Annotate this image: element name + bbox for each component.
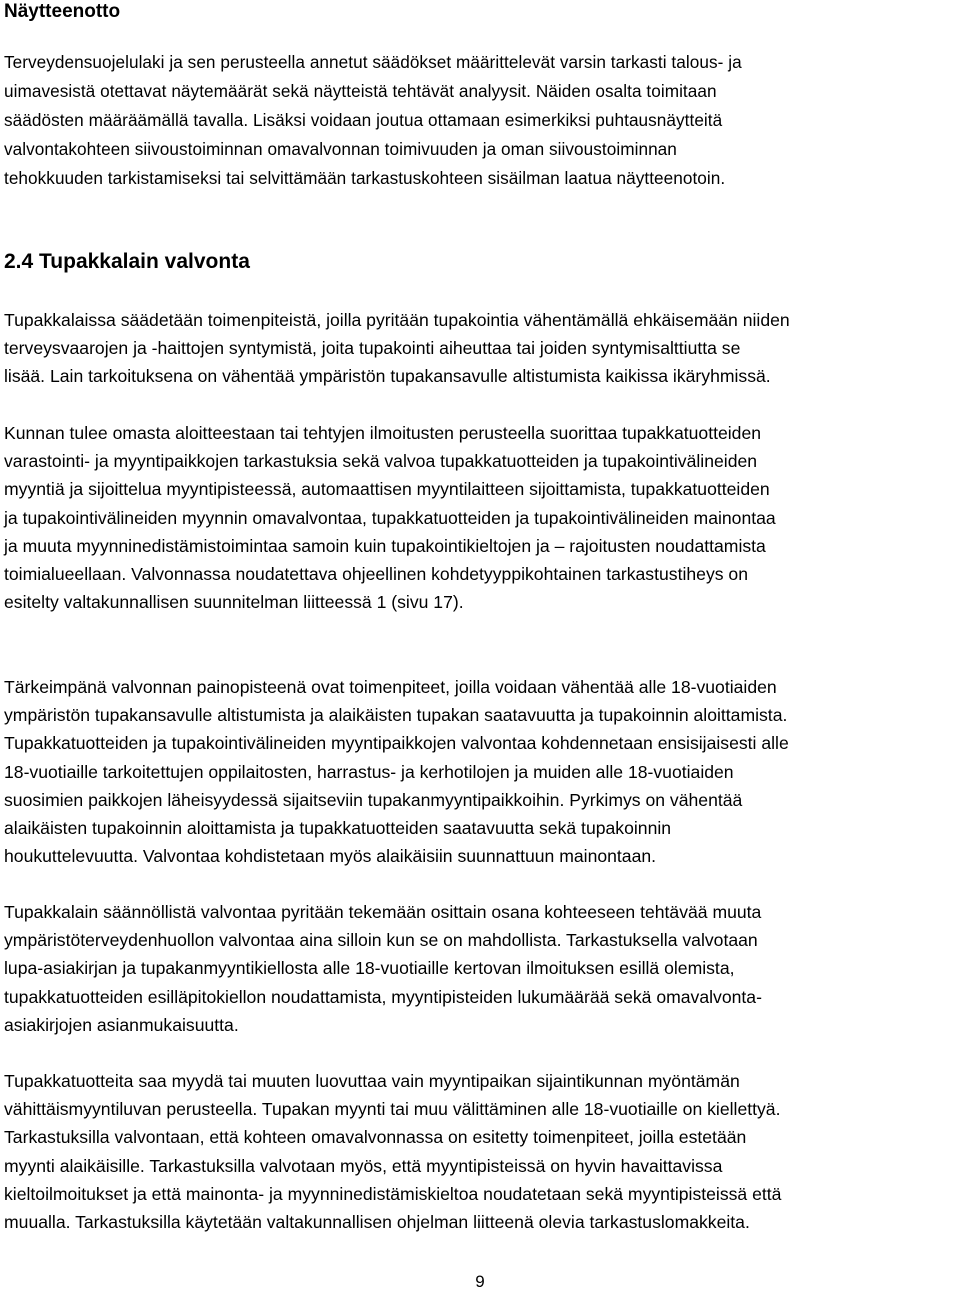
text-line: myyntiä ja sijoittelua myyntipisteessä, automaattisen myyntilaitteen sijoittamista, tupakkatuotteiden	[4, 479, 770, 500]
text-line: terveysvaarojen ja -haittojen syntymistä, joita tupakointi aiheuttaa tai joiden syntymisalttiutta se	[4, 338, 741, 359]
text-line: asiakirjojen asianmukaisuutta.	[4, 1014, 239, 1035]
text-line: Tarkastuksilla valvontaan, että kohteen omavalvonnassa on esitetty toimenpiteet, joilla estetään	[4, 1127, 747, 1148]
text-line: tehokkuuden tarkistamiseksi tai selvittämään tarkastuskohteen sisäilman laatua näytteenotoin.	[4, 168, 726, 188]
text-line: Kunnan tulee omasta aloitteestaan tai tehtyjen ilmoitusten perusteella suorittaa tupakkatuotteiden	[4, 423, 762, 443]
text-line: myynti alaikäisille. Tarkastuksilla valvotaan myös, että myyntipisteissä on hyvin havaittavissa	[4, 1155, 723, 1176]
text-line: vähittäismyyntiluvan perusteella. Tupakan myynti tai muu välittäminen alle 18-vuotiaille on kiellettyä.	[4, 1099, 781, 1120]
paragraph-myyntilupa	[4, 1067, 958, 1236]
text-line: lisää. Lain tarkoituksena on vähentää ympäristön tupakansavulle altistumista kaikissa ikäryhmissä.	[4, 366, 771, 387]
text-line: Tärkeimpänä valvonnan painopisteenä ovat toimenpiteet, joilla voidaan vähentää alle 18-vuotiaiden	[4, 677, 777, 697]
text-line: lupa-asiakirjan ja tupakanmyyntikiellosta alle 18-vuotiaille kertovan ilmoituksen esillä olemista,	[4, 958, 735, 979]
paragraph-painopisteet	[4, 673, 958, 870]
text-line: esitelty valtakunnallisen suunnitelman liitteessä 1 (sivu 17).	[4, 592, 464, 613]
text-line: Tupakkalaissa säädetään toimenpiteistä, joilla pyritään tupakointia vähentämällä ehkäisemään niiden	[4, 310, 790, 330]
text-line: ympäristöterveydenhuollon valvontaa aina silloin kun se on mahdollista. Tarkastuksella valvotaan	[4, 930, 758, 951]
text-line: ja muuta myynninedistämistoimintaa samoin kuin tupakointikieltojen ja – rajoitusten noudattamista	[4, 535, 766, 556]
paragraph-kunnan-tehtavat	[4, 419, 958, 616]
text-line: varastointi- ja myyntipaikkojen tarkastuksia sekä valvoa tupakkatuotteiden ja tupakointivälineiden	[4, 451, 758, 472]
text-line: toimialueellaan. Valvonnassa noudatettava ohjeellinen kohdetyyppikohtainen tarkastustiheys on	[4, 564, 748, 585]
text-line: valvontakohteen siivoustoiminnan omavalvonnan toimivuuden ja oman siivoustoiminnan	[4, 139, 677, 159]
text-line: ja tupakointivälineiden myynnin omavalvontaa, tupakkatuotteiden ja tupakointivälineiden mainontaa	[4, 507, 776, 528]
text-line: alaikäisten tupakoinnin aloittamista ja tupakkatuotteiden saatavuutta sekä tupakoinnin	[4, 818, 672, 839]
heading-naytteenotto: Näytteenotto	[4, 1, 121, 22]
text-line: tupakkatuotteiden esilläpitokiellon noudattamista, myyntipisteiden lukumäärää sekä omavalvonta-	[4, 986, 762, 1007]
paragraph-saannollinen-valvonta	[4, 898, 958, 1039]
text-line: uimavesistä otettavat näytemäärät sekä näytteistä tehtävät analyysit. Näiden osalta toimitaan	[4, 81, 717, 101]
text-line: 18-vuotiaille tarkoitettujen oppilaitosten, harrastus- ja kerhotilojen ja muiden alle 18-vuotiaiden	[4, 761, 734, 782]
page-number: 9	[475, 1272, 485, 1291]
text-line: Tupakkatuotteiden ja tupakointivälineiden myyntipaikkojen valvontaa kohdennetaan ensisijaisesti alle	[4, 733, 789, 754]
paragraph-tupakkalaki-intro	[4, 306, 958, 391]
paragraph-naytteenotto	[4, 48, 958, 193]
text-line: muualla. Tarkastuksilla käytetään valtakunnallisen ohjelman liitteenä olevia tarkastuslomakkeita.	[4, 1212, 750, 1233]
text-line: suosimien paikkojen läheisyydessä sijaitseviin tupakanmyyntipaikkoihin. Pyrkimys on vähentää	[4, 789, 743, 810]
text-line: säädösten määräämällä tavalla. Lisäksi voidaan joutua ottamaan esimerkiksi puhtausnäytteitä	[4, 110, 723, 130]
text-line: Tupakkalain säännöllistä valvontaa pyritään tekemään osittain osana kohteeseen tehtävää muuta	[4, 902, 762, 922]
text-line: kieltoilmoitukset ja että mainonta- ja myynninedistämiskieltoa noudatetaan sekä myyntipisteissä että	[4, 1183, 782, 1204]
text-line: houkuttelevuutta. Valvontaa kohdistetaan myös alaikäisiin suunnattuun mainontaan.	[4, 846, 657, 867]
text-line: Terveydensuojelulaki ja sen perusteella annetut säädökset määrittelevät varsin tarkasti talous- ja	[4, 52, 742, 72]
text-line: Tupakkatuotteita saa myydä tai muuten luovuttaa vain myyntipaikan sijaintikunnan myöntämän	[4, 1071, 740, 1091]
text-line: ympäristön tupakansavulle altistumista ja alaikäisten tupakan saatavuutta ja tupakoinnin aloittamista.	[4, 705, 788, 726]
section-heading-tupakkalain-valvonta: 2.4 Tupakkalain valvonta	[4, 250, 250, 273]
